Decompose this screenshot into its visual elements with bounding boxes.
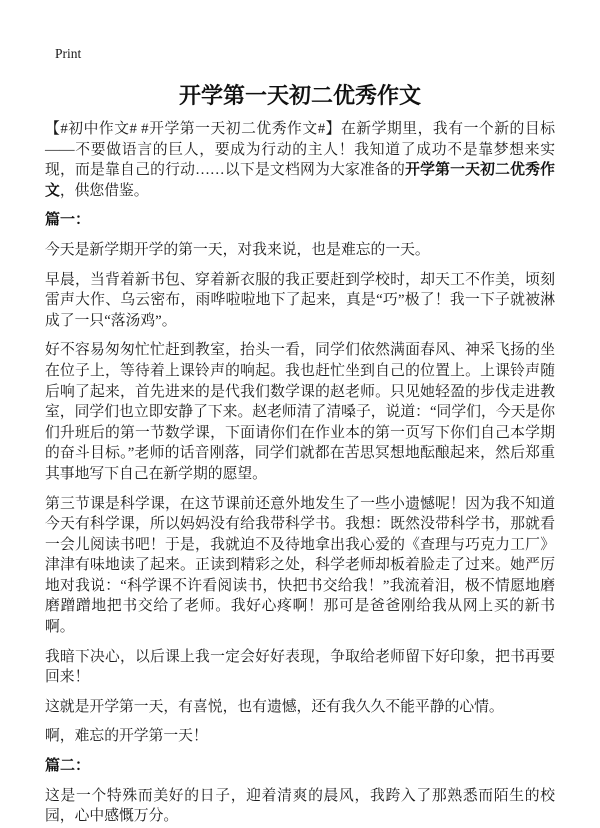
intro-text-post: ，供您借鉴。 [59, 182, 149, 199]
section-heading-part-two: 篇二： [45, 758, 91, 775]
paragraph: 早晨，当背着新书包、穿着新衣服的我正要赶到学校时，却天工不作美，顷刻雷声大作、乌云密布，雨哗啦啦地下了起来，真是“巧”极了！我一下子就被淋成了一只“落汤鸡”。 [45, 271, 555, 329]
paragraph: 好不容易匆匆忙忙赶到教室，抬头一看，同学们依然满面春风、神采飞扬的坐在位子上，等待着上课铃声的响起。我也赶忙坐到自己的位置上。上课铃声随后响了起来，首先进来的是代我们数学课的赵老师。只见她轻盈的步伐走进教室，同学们也立即安静了下来。赵老师清了清嗓子，说道：“同学们，今天是你们升班后的第一节数学课，下面请你们在作业本的第一页写下你们自己本学期的奋斗目标。”老师的话音刚落，同学们就都在苦思冥想地酝酿起来，然后郑重其事地写下自己在新学期的愿望。 [45, 342, 555, 482]
paragraph: 第三节课是科学课，在这节课前还意外地发生了一些小遗憾呢！因为我不知道今天有科学课，所以妈妈没有给我带科学书。我想：既然没带科学书，那就看一会儿阅读书吧！于是，我就迫不及待地拿出我心爱的《查理与巧克力工厂》津津有味地读了起来。正读到精彩之处，科学老师却板着脸走了过来。她严厉地对我说：“科学课不许看阅读书，快把书交给我！”我流着泪，极不情愿地磨磨蹭蹭地把书交给了老师。我好心疼啊！那可是爸爸刚给我从网上买的新书啊。 [45, 495, 555, 636]
intro-paragraph [45, 119, 555, 201]
paragraph: 今天是新学期开学的第一天，对我来说，也是难忘的一天。 [45, 241, 430, 258]
paragraph: 啊，难忘的开学第一天！ [45, 728, 208, 745]
intro-text-pre: 【#初中作文# #开学第一天初二优秀作文#】在新学期里，我有一个新的目标——不要做语言的巨人，要成为行动的主人！我知道了成功不是靠梦想来实现，而是靠自己的行动……以下是文档网为大家准备的 [45, 121, 555, 179]
page-title: 开学第一天初二优秀作文 [178, 83, 421, 108]
paragraph: 这是一个特殊而美好的日子，迎着清爽的晨风，我跨入了那熟悉而陌生的校园，心中感慨万分。 [45, 787, 555, 825]
intro-bold-title: 开学第一天初二优秀作文 [45, 162, 555, 199]
paragraph: 这就是开学第一天，有喜悦，也有遗憾，还有我久久不能平静的心情。 [45, 698, 504, 715]
print-link[interactable]: Print [55, 46, 82, 61]
section-heading-part-one: 篇一： [45, 212, 91, 229]
document-body [0, 119, 600, 827]
paragraph: 我暗下决心，以后课上我一定会好好表现，争取给老师留下好印象，把书再要回来！ [45, 648, 555, 686]
